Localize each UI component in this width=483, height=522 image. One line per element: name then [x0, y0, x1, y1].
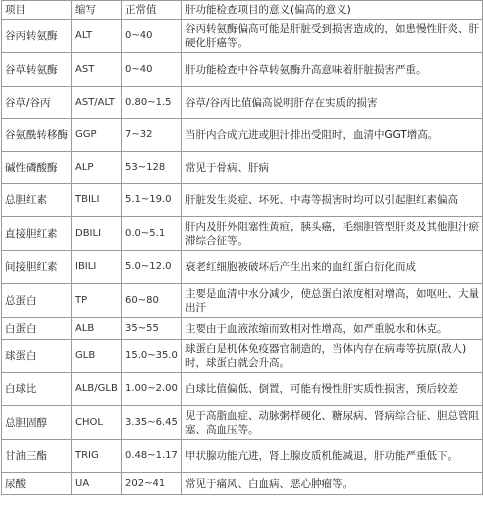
item-meaning: 主要是血清中水分减少，使总蛋白浓度相对增高，如呕吐、大量出汗	[182, 284, 483, 318]
table-row	[2, 340, 483, 373]
item-abbr: TRIG	[72, 440, 122, 473]
item-meaning: 肝功能检查中谷草转氨酶升高意味着肝脏损害严重。	[182, 53, 483, 87]
item-abbr: ALB/GLB	[72, 373, 122, 406]
item-range: 15.0~35.0	[122, 340, 182, 373]
table-row	[2, 53, 483, 87]
item-meaning: 球蛋白是机体免疫器官制造的，当体内存在病毒等抗原(敌人)时，球蛋白就会升高。	[182, 340, 483, 373]
item-range: 3.35~6.45	[122, 406, 182, 440]
item-meaning: 谷草/谷丙比值偏高说明肝存在实质的损害	[182, 87, 483, 119]
item-abbr: TP	[72, 284, 122, 318]
table-row	[2, 87, 483, 119]
header-abbr: 缩写	[72, 1, 122, 20]
item-abbr: IBILI	[72, 251, 122, 284]
table-row	[2, 251, 483, 284]
item-meaning: 肝脏发生炎症、坏死、中毒等损害时均可以引起胆红素偏高	[182, 184, 483, 217]
item-meaning: 常见于痛风、白血病、恶心肿瘤等。	[182, 473, 483, 495]
item-abbr: AST	[72, 53, 122, 87]
item-abbr: ALT	[72, 20, 122, 53]
item-name: 尿酸	[2, 473, 72, 495]
item-range: 35~55	[122, 318, 182, 340]
item-abbr: DBILI	[72, 217, 122, 251]
item-name: 间接胆红素	[2, 251, 72, 284]
item-range: 0~40	[122, 53, 182, 87]
item-range: 0.48~1.17	[122, 440, 182, 473]
item-range: 202~41	[122, 473, 182, 495]
item-range: 1.00~2.00	[122, 373, 182, 406]
table-row	[2, 152, 483, 184]
table-row	[2, 217, 483, 251]
item-name: 直接胆红素	[2, 217, 72, 251]
table-row	[2, 473, 483, 495]
item-abbr: TBILI	[72, 184, 122, 217]
item-meaning: 常见于骨病、肝病	[182, 152, 483, 184]
item-name: 谷草/谷丙	[2, 87, 72, 119]
item-meaning: 肝内及肝外阻塞性黄疸，胰头癌，毛细胆管型肝炎及其他胆汁瘀滞综合征等。	[182, 217, 483, 251]
item-name: 甘油三酯	[2, 440, 72, 473]
header-meaning: 肝功能检查项目的意义(偏高的意义)	[182, 1, 483, 20]
item-name: 谷草转氨酶	[2, 53, 72, 87]
item-range: 0.80~1.5	[122, 87, 182, 119]
header-item: 项目	[2, 1, 72, 20]
header-row	[2, 1, 483, 20]
item-meaning: 主要由于血液浓缩而致相对性增高，如严重脱水和休克。	[182, 318, 483, 340]
table-row	[2, 373, 483, 406]
header-normal-range: 正常值	[122, 1, 182, 20]
table-row	[2, 119, 483, 152]
item-name: 碱性磷酸酶	[2, 152, 72, 184]
item-meaning: 谷丙转氨酶偏高可能是肝脏受到损害造成的，如患慢性肝炎、肝硬化肝癌等。	[182, 20, 483, 53]
item-range: 7~32	[122, 119, 182, 152]
item-meaning: 甲状腺功能亢进，肾上腺皮质机能减退，肝功能严重低下。	[182, 440, 483, 473]
item-range: 5.0~12.0	[122, 251, 182, 284]
item-range: 0.0~5.1	[122, 217, 182, 251]
item-meaning: 见于高脂血症、动脉粥样硬化、糖尿病、肾病综合征、胆总管阻塞、高血压等。	[182, 406, 483, 440]
item-meaning: 当肝内合成亢进或胆汁排出受阻时，血清中GGT增高。	[182, 119, 483, 152]
item-abbr: AST/ALT	[72, 87, 122, 119]
table-row	[2, 318, 483, 340]
item-name: 总胆红素	[2, 184, 72, 217]
item-name: 总胆固醇	[2, 406, 72, 440]
table-row	[2, 284, 483, 318]
item-range: 53~128	[122, 152, 182, 184]
item-range: 0~40	[122, 20, 182, 53]
item-meaning: 白球比值偏低、倒置，可能有慢性肝实质性损害，预后较差	[182, 373, 483, 406]
item-name: 白蛋白	[2, 318, 72, 340]
liver-function-table	[1, 0, 483, 495]
item-abbr: GLB	[72, 340, 122, 373]
item-meaning: 衰老红细胞被破坏后产生出来的血红蛋白衍化而成	[182, 251, 483, 284]
table-row	[2, 184, 483, 217]
item-abbr: ALB	[72, 318, 122, 340]
item-abbr: ALP	[72, 152, 122, 184]
item-abbr: CHOL	[72, 406, 122, 440]
item-abbr: UA	[72, 473, 122, 495]
item-range: 60~80	[122, 284, 182, 318]
table-row	[2, 440, 483, 473]
item-name: 谷丙转氨酶	[2, 20, 72, 53]
item-abbr: GGP	[72, 119, 122, 152]
table-row	[2, 406, 483, 440]
table-row	[2, 20, 483, 53]
item-name: 总蛋白	[2, 284, 72, 318]
item-name: 谷氨酰转移酶	[2, 119, 72, 152]
item-name: 白球比	[2, 373, 72, 406]
item-name: 球蛋白	[2, 340, 72, 373]
item-range: 5.1~19.0	[122, 184, 182, 217]
